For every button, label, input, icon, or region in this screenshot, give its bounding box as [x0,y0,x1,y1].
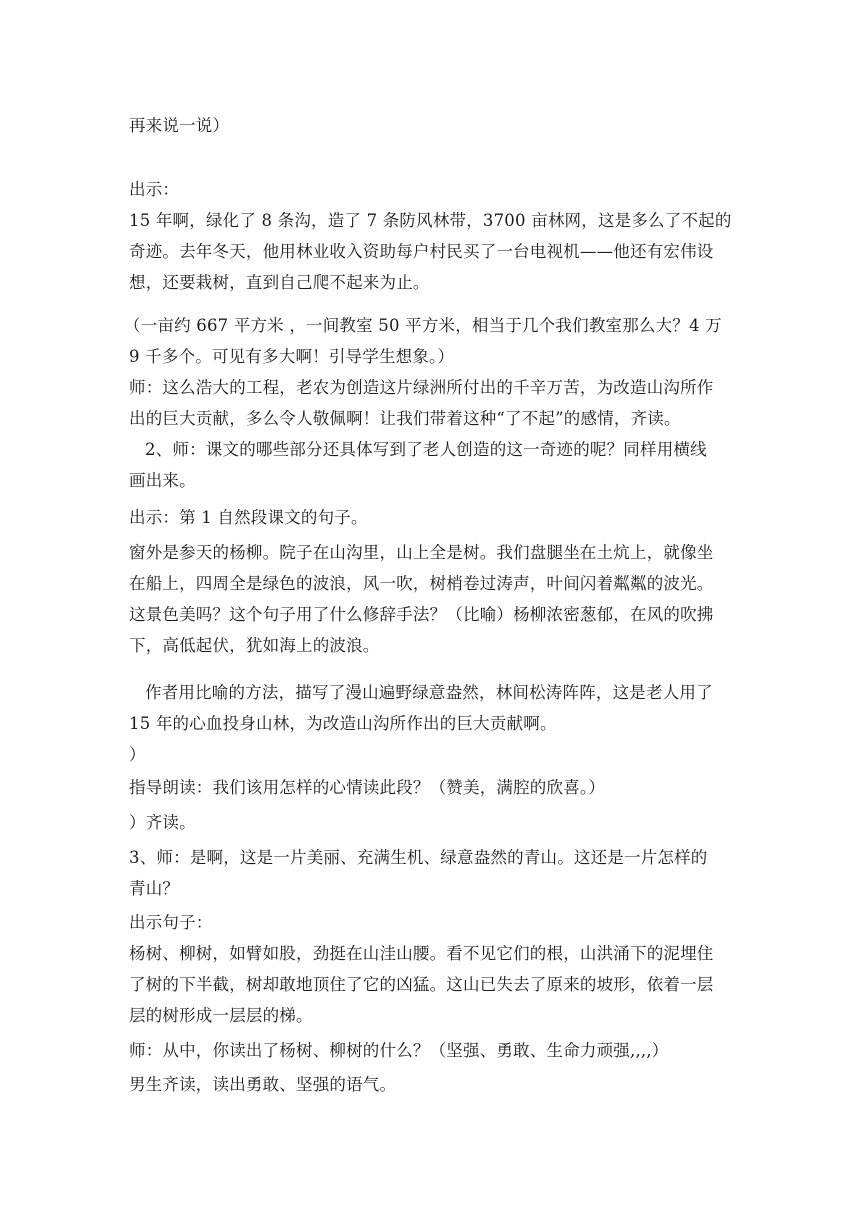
text-line: 师：这么浩大的工程，老农为创造这片绿洲所付出的千辛万苦，为改造山沟所作 [129,378,714,397]
text-line: 杨树、柳树，如臂如股，劲挺在山洼山腰。看不见它们的根，山洪涌下的泥埋住 [129,944,714,963]
text-line: 出示： [129,180,180,199]
text-line: 2、师：课文的哪些部分还具体写到了老人创造的这一奇迹的呢？同样用横线 [145,440,707,459]
text-line: 男生齐读，读出勇敢、坚强的语气。 [129,1075,397,1094]
text-line: 15 年的心血投身山林，为改造山沟所作出的巨大贡献啊。 [129,714,557,733]
text-line: 再来说一说） [129,116,230,135]
text-line: 师：从中，你读出了杨树、柳树的什么？（坚强、勇敢、生命力顽强,,,,） [129,1041,669,1060]
text-line: 奇迹。去年冬天，他用林业收入资助每户村民买了一台电视机——他还有宏伟设 [129,242,714,261]
text-line: 作者用比喻的方法，描写了漫山遍野绿意盎然，林间松涛阵阵，这是老人用了 [145,683,713,702]
text-line: 想，还要栽树，直到自己爬不起来为止。 [129,273,430,292]
text-line: 9 千多个。可见有多大啊！引导学生想象。） [129,347,455,366]
text-line: ）齐读。 [129,813,196,832]
text-line: 窗外是参天的杨柳。院子在山沟里，山上全是树。我们盘腿坐在土炕上，就像坐 [129,543,714,562]
text-line: 了树的下半截，树却敢地顶住了它的凶猛。这山已失去了原来的坡形，依着一层 [129,975,714,994]
text-line: 这景色美吗？这个句子用了什么修辞手法？（比喻）杨柳浓密葱郁，在风的吹拂 [129,605,714,624]
text-line: 青山？ [129,879,180,898]
text-line: 3、师：是啊，这是一片美丽、充满生机、绿意盎然的青山。这还是一片怎样的 [129,848,708,867]
text-line: 画出来。 [129,471,196,490]
text-line: 15 年啊，绿化了 8 条沟，造了 7 条防风林带，3700 亩林网，这是多么了不起的 [129,211,732,230]
text-line: （一亩约 667 平方米 ，一间教室 50 平方米，相当于几个我们教室那么大？4 万 [124,316,722,335]
text-line: 在船上，四周全是绿色的波浪，风一吹，树梢卷过涛声，叶间闪着粼粼的波光。 [129,574,714,593]
text-line: 出示句子： [129,913,213,932]
text-line: 指导朗读：我们该用怎样的心情读此段？（赞美，满腔的欣喜。） [129,778,606,797]
text-line: 层的树形成一层层的梯。 [129,1006,313,1025]
text-line: 出的巨大贡献，多么令人敬佩啊！让我们带着这种“了不起”的感情，齐读。 [129,409,681,428]
text-line: 出示：第 1 自然段课文的句子。 [129,508,368,527]
text-line: ） [129,745,146,764]
text-line: 下，高低起伏，犹如海上的波浪。 [129,636,380,655]
